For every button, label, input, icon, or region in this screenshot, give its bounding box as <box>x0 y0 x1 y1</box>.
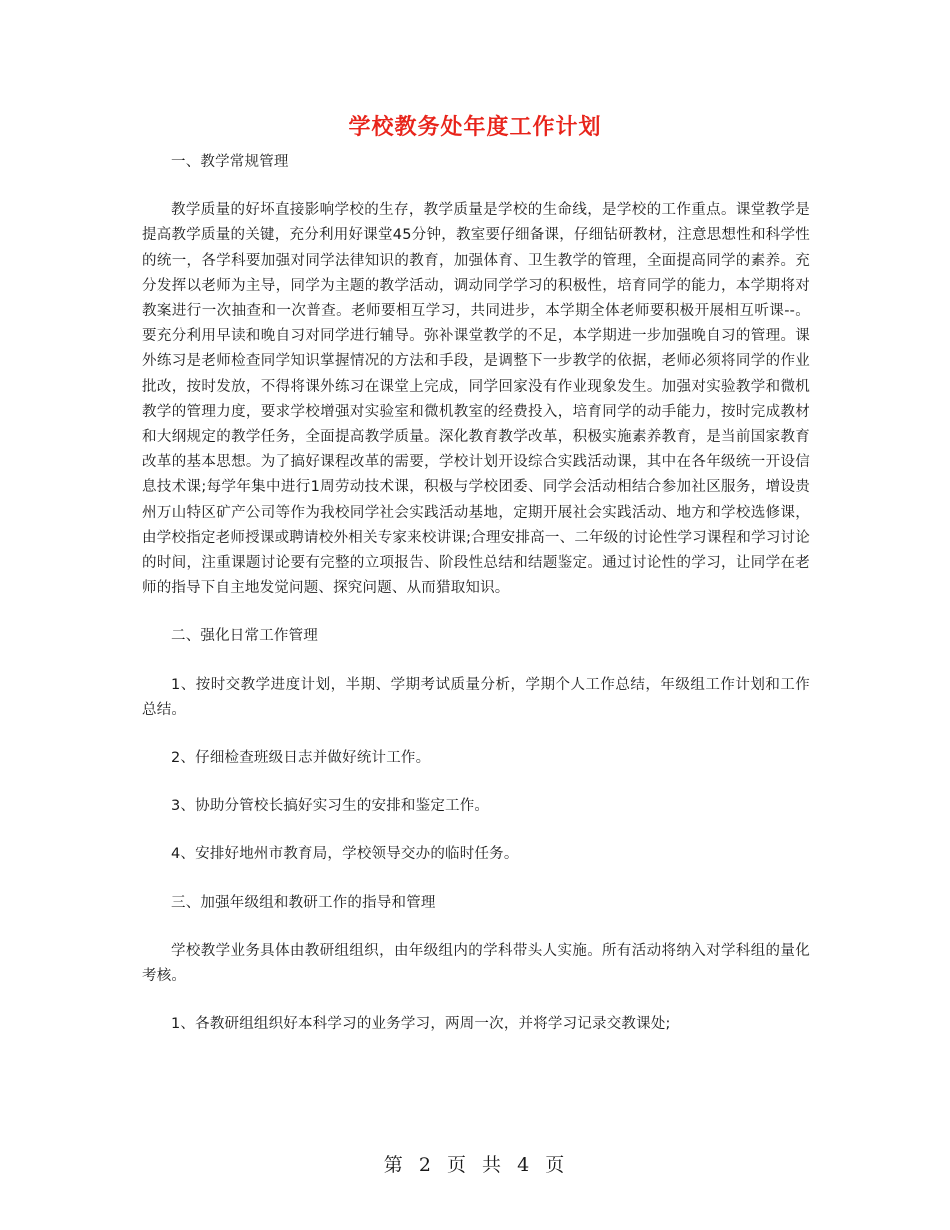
section-1-paragraph: 教学质量的好坏直接影响学校的生存，教学质量是学校的生命线，是学校的工作重点。课堂教学是提高教学质量的关键，充分利用好课堂45分钟，教室要仔细备课，仔细钻研教材，注意思想性和科学性的统一，各学科要加强对同学法律知识的教育，加强体育、卫生教学的管理，全面提高同学的素养。充分发挥以老师为主导，同学为主题的教学活动，调动同学学习的积极性，培育同学的能力，本学期将对教案进行一次抽查和一次普查。老师要相互学习，共同进步，本学期全体老师要积极开展相互听课--。要充分利用早读和晚自习对同学进行辅导。弥补课堂教学的不足，本学期进一步加强晚自习的管理。课外练习是老师检查同学知识掌握情况的方法和手段，是调整下一步教学的依据，老师必须将同学的作业批改，按时发放，不得将课外练习在课堂上完成，同学回家没有作业现象发生。加强对实验教学和微机教学的管理力度，要求学校增强对实验室和微机教室的经费投入，培育同学的动手能力，按时完成教材和大纲规定的教学任务，全面提高教学质量。深化教育教学改革，积极实施素养教育，是当前国家教育改革的基本思想。为了搞好课程改革的需要，学校计划开设综合实践活动课，其中在各年级统一开设信息技术课;每学年集中进行1周劳动技术课，积极与学校团委、同学会活动相结合参加社区服务，增设贵州万山特区矿产公司等作为我校同学社会实践活动基地，定期开展社会实践活动、地方和学校选修课，由学校指定老师授课或聘请校外相关专家来校讲课;合理安排高一、二年级的讨论性学习课程和学习讨论的时间，注重课题讨论要有完整的立项报告、阶段性总结和结题鉴定。通过讨论性的学习，让同学在老师的指导下自主地发觉问题、探究问题、从而猎取知识。 <box>142 202 810 597</box>
footer-prefix: 第 <box>383 1154 405 1176</box>
section-heading-2: 二、强化日常工作管理 <box>171 628 318 645</box>
section-3-item-1: 1、各教研组组织好本科学习的业务学习，两周一次，并将学习记录交教课处; <box>171 1016 671 1033</box>
footer-total-word: 共 <box>482 1154 504 1176</box>
section-3-paragraph: 学校教学业务具体由教研组组织，由年级组内的学科带头人实施。所有活动将纳入对学科组的量化考核。 <box>142 942 810 985</box>
footer-current-page: 2 <box>418 1154 433 1176</box>
section-heading-3: 三、加强年级组和教研工作的指导和管理 <box>171 894 436 911</box>
section-2-item-3: 3、协助分管校长搞好实习生的安排和鉴定工作。 <box>171 798 490 815</box>
section-heading-1: 一、教学常规管理 <box>171 154 289 170</box>
footer-suffix: 页 <box>545 1154 567 1176</box>
document-body <box>142 150 810 1060</box>
document-title: 学校教务处年度工作计划 <box>348 115 602 140</box>
page-footer <box>0 1150 950 1177</box>
footer-page-word: 页 <box>446 1154 468 1176</box>
footer-total-pages: 4 <box>517 1154 532 1176</box>
section-2-item-4: 4、安排好地州市教育局，学校领导交办的临时任务。 <box>171 846 519 863</box>
section-2-item-1: 1、按时交教学进度计划，半期、学期考试质量分析，学期个人工作总结，年级组工作计划和工作总结。 <box>142 676 810 718</box>
section-2-item-2: 2、仔细检查班级日志并做好统计工作。 <box>171 750 431 767</box>
